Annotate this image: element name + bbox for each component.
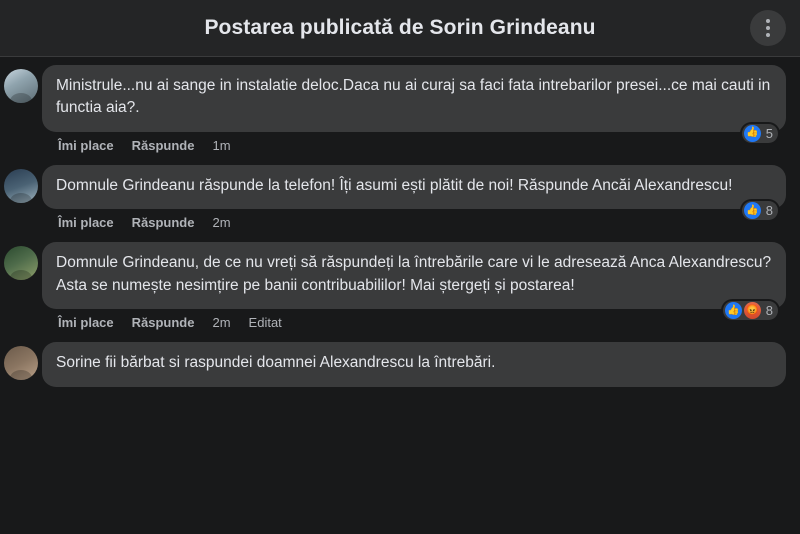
like-button[interactable]: Îmi place bbox=[58, 315, 114, 331]
timestamp[interactable]: 1m bbox=[212, 137, 231, 153]
reaction-badge[interactable] bbox=[742, 124, 778, 143]
timestamp[interactable]: 2m bbox=[212, 315, 231, 331]
reply-button[interactable]: Răspunde bbox=[131, 315, 195, 331]
reaction-badge[interactable] bbox=[742, 201, 778, 220]
comment-body bbox=[42, 65, 786, 163]
reaction-badge[interactable] bbox=[723, 301, 778, 320]
comment-list bbox=[0, 57, 800, 387]
comment-body bbox=[42, 242, 786, 340]
comment-bubble bbox=[42, 242, 786, 319]
post-header bbox=[0, 0, 800, 57]
more-options-dot bbox=[766, 33, 770, 37]
angry-icon: 😡 bbox=[744, 302, 761, 319]
reaction-count: 8 bbox=[765, 303, 773, 319]
comment-body bbox=[42, 342, 786, 386]
comment-body bbox=[42, 165, 786, 240]
list-item bbox=[0, 242, 800, 340]
like-icon: 👍 bbox=[744, 202, 761, 219]
comment-text: Ministrule...nu ai sange in instalatie deloc.Daca nu ai curaj sa faci fata intrebarilor presei...ce mai cauti in functia aia?. bbox=[56, 77, 775, 117]
comment-text: Domnule Grindeanu răspunde la telefon! Îți asumi ești plătit de noi! Răspunde Ancăi Alexandrescu! bbox=[56, 176, 733, 194]
comment-bubble bbox=[42, 65, 786, 141]
avatar[interactable] bbox=[4, 69, 38, 103]
comment-actions bbox=[42, 132, 786, 163]
comment-bubble bbox=[42, 165, 786, 219]
timestamp[interactable]: 2m bbox=[212, 215, 231, 231]
avatar[interactable] bbox=[4, 169, 38, 203]
comment-text: Sorine fii bărbat si raspundei doamnei Alexandrescu la întrebări. bbox=[56, 354, 496, 372]
reply-button[interactable]: Răspunde bbox=[131, 215, 195, 231]
reply-button[interactable]: Răspunde bbox=[131, 137, 195, 153]
avatar[interactable] bbox=[4, 346, 38, 380]
more-options-dot bbox=[766, 26, 770, 30]
more-options-dot bbox=[766, 19, 770, 23]
like-button[interactable]: Îmi place bbox=[58, 137, 114, 153]
reaction-count: 8 bbox=[765, 203, 773, 219]
comment-actions bbox=[42, 209, 786, 240]
avatar[interactable] bbox=[4, 246, 38, 280]
list-item bbox=[0, 165, 800, 240]
list-item bbox=[0, 65, 800, 163]
comment-actions bbox=[42, 309, 786, 340]
list-item bbox=[0, 342, 800, 386]
reaction-count: 5 bbox=[765, 125, 773, 141]
comment-text: Domnule Grindeanu, de ce nu vreți să răspundeți la întrebările care vi le adresează Anca Alexandrescu? Asta se numește nesimțire pe banii contribuabililor! Mai ștergeți și postarea! bbox=[56, 254, 775, 294]
comment-bubble bbox=[42, 342, 786, 386]
like-button[interactable]: Îmi place bbox=[58, 215, 114, 231]
more-options-icon[interactable] bbox=[750, 10, 786, 46]
edited-label: Editat bbox=[248, 315, 282, 331]
like-icon: 👍 bbox=[744, 125, 761, 142]
like-icon: 👍 bbox=[725, 302, 742, 319]
page-title: Postarea publicată de Sorin Grindeanu bbox=[204, 16, 596, 39]
